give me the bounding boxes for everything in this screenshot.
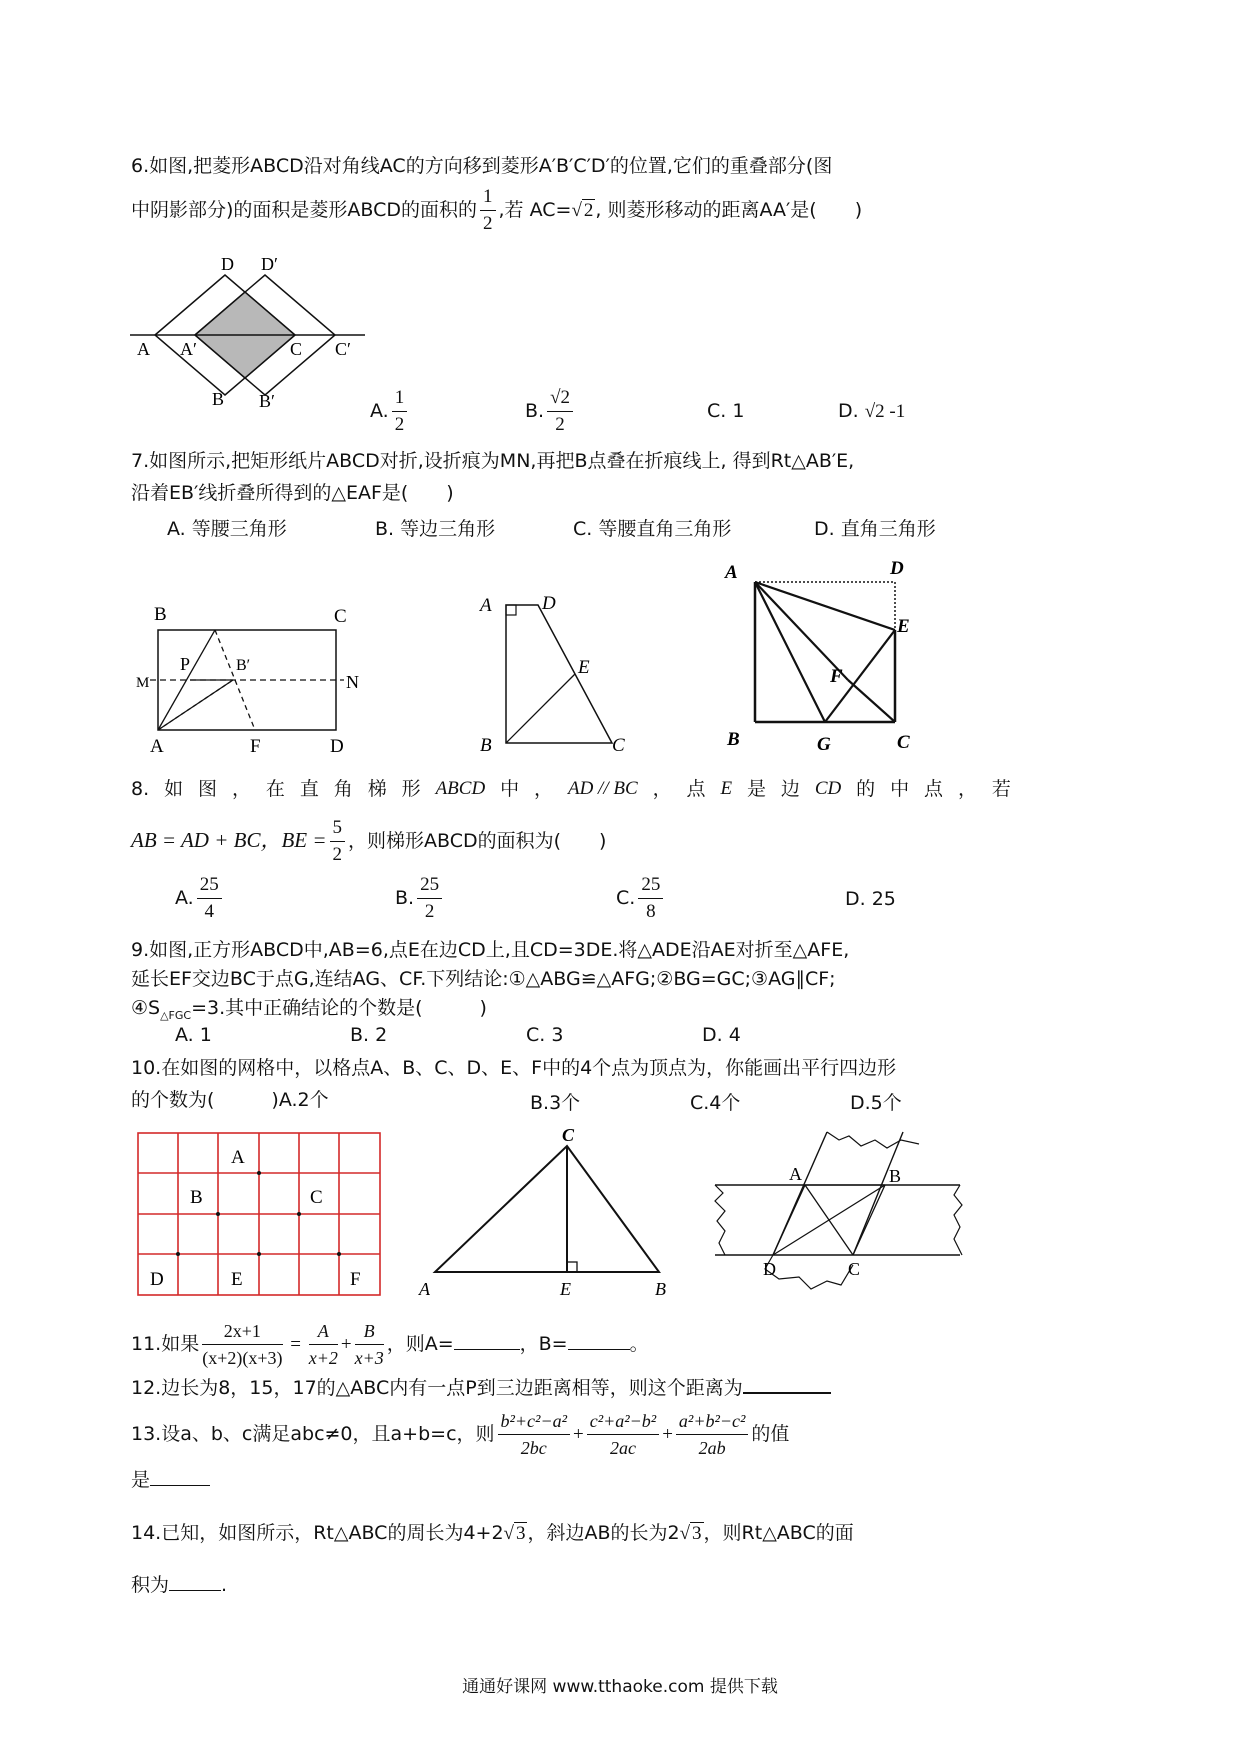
q11-answer-a-blank[interactable] [454,1349,520,1350]
q6-option-c: C. 1 [707,400,745,422]
q10-grid-label-a: A [231,1147,245,1168]
q9-option-b: B. 2 [350,1024,388,1046]
q6-line2-mid: ,若 AC= [498,199,572,221]
q10-option-d: D.5个 [850,1092,902,1114]
q7-line2: 沿着EB′线折叠所得到的△EAF是( ) [131,482,454,504]
q7-line1: 7.如图所示,把矩形纸片ABCD对折,设折痕为MN,再把B点叠在折痕线上, 得到Rt△AB′E, [131,450,855,472]
q10-option-b: B.3个 [530,1092,581,1114]
q7-f2-label-b: B [480,735,492,756]
q7-f1-label-a: A [150,736,164,757]
q7-f3-label-e: E [897,616,910,637]
q6-label-b-prime: B′ [259,391,275,411]
q10-tri-label-a: A [419,1279,430,1299]
q7-f3-label-b: B [727,729,740,750]
q7-f3-label-g: G [817,734,831,755]
q7-option-a: A. 等腰三角形 [167,518,287,540]
q6-line2 [131,184,862,237]
q10-line1: 10.在如图的网格中，以格点A、B、C、D、E、F中的4个点为顶点为，你能画出平行四边形 [131,1057,897,1079]
q7-f3-label-d: D [890,558,904,579]
q8-trapezoid-figure [470,585,640,755]
q6-label-a-prime: A′ [180,339,197,359]
q6-option-a: A. $\frac{1}{2}$ [370,385,410,438]
q7-f3-label-f: F [830,666,843,687]
q13-line2: 是 [131,1468,210,1492]
q7-f1-label-f: F [250,736,261,757]
q10-grid-label-f: F [350,1269,361,1290]
q7-f1-label-b: B [154,604,167,625]
q7-rectangle-figure [136,600,390,760]
q9-line2: 延长EF交边BC于点G,连结AG、CF.下列结论:①△ABG≌△AFG;②BG=GC;③AG∥CF; [131,968,836,990]
q14-line1: 14.已知，如图所示，Rt△ABC的周长为4+2√ 3 ，斜边AB的长为2√ 3 ，则Rt△ABC的面 [131,1522,854,1544]
q6-line2-pre: 中阴影部分)的面积是菱形ABCD的面积的 [131,199,478,221]
q8-line1: 8. 如 图 ， 在 直 角 梯 形 ABCD 中 ， AD // BC ， 点 E 是 边 CD 的 中 点 ， 若 [131,778,1011,800]
q10-grid-label-d: D [150,1269,164,1290]
q6-option-b: B. $\frac{√2}{2}$ [525,385,576,438]
q10-option-c: C.4个 [690,1092,741,1114]
q10-strip-label-a: A [789,1164,802,1184]
q7-f1-label-c: C [334,606,347,627]
q10-tri-label-c: C [562,1125,575,1145]
q7-f1-label-n: N [346,672,359,692]
q10-grid-label-e: E [231,1269,243,1290]
q6-label-c-prime: C′ [335,339,351,359]
q8-line2: AB = AD + BC，BE = $\frac{5}{2}$ ，则梯形ABCD的面积为( ) [131,817,607,865]
q10-grid-figure [138,1133,383,1298]
q6-label-b: B [212,389,225,409]
page-footer: 通通好课网 www.tthaoke.com 提供下载 [462,1677,778,1697]
q7-f1-label-b-prime: B′ [236,657,251,674]
q9-option-d: D. 4 [702,1024,741,1046]
q7-f1-label-m: M [136,675,150,691]
q14-answer-blank[interactable] [169,1590,221,1591]
q6-label-c: C [290,339,303,359]
q10-grid-label-b: B [190,1187,203,1208]
q8-option-a: A. $\frac{25}{4}$ [175,872,225,925]
q10-grid-label-c: C [310,1187,323,1208]
q8-option-d: D. 25 [845,888,896,910]
q10-tri-label-b: B [655,1279,666,1299]
q10-paper-strip-figure [705,1130,975,1300]
q9-option-c: C. 3 [526,1024,564,1046]
q14-line2: 积为 . [131,1574,228,1596]
q10-line2: 的个数为( )A.2个 [131,1089,329,1111]
q11-answer-b-blank[interactable] [568,1349,630,1350]
q6-label-d-prime: D′ [261,254,278,274]
q7-f2-label-a: A [480,595,492,616]
q9-line1: 9.如图,正方形ABCD中,AB=6,点E在边CD上,且CD=3DE.将△ADE沿AE对折至△AFE, [131,939,850,961]
q13-line1: 13.设a、b、c满足abc≠0，且a+b=c，则 $\frac{\text{b²+c²−a²}}{2bc}$ + $\frac{\text{c²+a²−b²}}{2ac}$ + $\frac{\text{a²+b²−c²}}{2ab}$ 的值 [131,1408,789,1461]
q8-option-b: B. $\frac{25}{2}$ [395,872,445,925]
q6-line1: 6.如图,把菱形ABCD沿对角线AC的方向移到菱形A′B′C′D′的位置,它们的重叠部分(图 [131,155,833,177]
q10-strip-label-d: D [763,1259,776,1279]
q7-f3-label-c: C [897,732,910,753]
q9-line3: $④S_{\triangle FGC}=3$.其中正确结论的个数是( ) [131,997,487,1022]
q7-f1-label-d: D [330,736,344,757]
q7-f2-label-c: C [612,735,625,756]
q6-rhombus-figure [125,255,375,425]
q12-line: 12.边长为8，15，17的△ABC内有一点P到三边距离相等，则这个距离为 [131,1376,831,1400]
q6-label-a: A [137,339,150,359]
q13-answer-blank[interactable] [150,1485,210,1486]
q6-fraction: $\frac{1}{2}$ [480,184,496,237]
q7-option-d: D. 直角三角形 [814,518,936,540]
q7-f1-label-p: P [180,654,191,674]
q10-strip-label-c: C [848,1259,861,1279]
q11-line: 11.如果 $\frac{2x+1}{(x+2)(x+3)}$ = $\frac{A}{x+2}$ + $\frac{B}{x+3}$ ，则A= ，B= 。 [131,1318,649,1371]
q6-line2-post: , 则菱形移动的距离AA′是( ) [595,199,863,221]
q7-option-b: B. 等边三角形 [375,518,496,540]
q10-strip-label-b: B [889,1166,902,1186]
q6-sqrt: √ 2 [571,200,594,221]
q7-option-c: C. 等腰直角三角形 [573,518,732,540]
q8-option-c: C. $\frac{25}{8}$ [616,872,666,925]
q6-label-d: D [221,254,234,274]
q7-f3-label-a: A [725,562,738,583]
q14-right-triangle-figure [415,1125,675,1300]
q10-tri-label-e: E [560,1279,571,1299]
q7-f2-label-d: D [542,593,556,614]
q7-f2-label-e: E [578,657,590,678]
q12-answer-blank[interactable] [743,1392,831,1394]
q6-option-d: D. √2 -1 [838,400,906,422]
q9-square-figure [725,560,925,760]
q9-option-a: A. 1 [175,1024,212,1046]
